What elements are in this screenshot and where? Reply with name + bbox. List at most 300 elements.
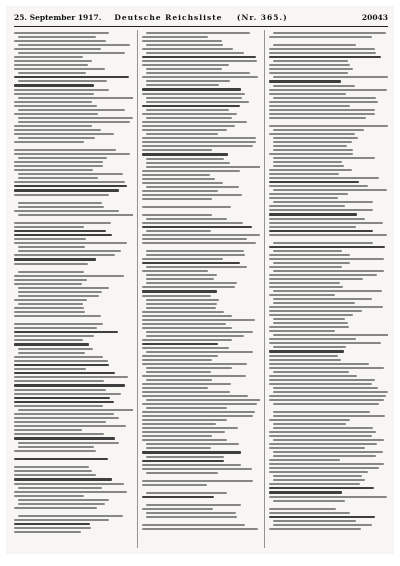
text-line [269,48,375,50]
text-line [14,181,125,183]
text-line [269,431,375,433]
text-line [18,97,133,99]
text-line [273,346,346,348]
text-line [14,523,90,525]
text-line [14,263,88,265]
text-line [14,143,133,147]
text-line [269,266,341,268]
text-line [14,437,115,439]
text-line [18,206,104,208]
text-line [14,129,101,131]
text-line [142,464,241,466]
text-line [269,330,334,332]
text-line [269,109,374,111]
text-line [142,121,247,123]
text-line [18,177,98,179]
text-line [273,334,388,336]
text-line [142,125,235,127]
text-line [18,295,99,297]
text-line [273,403,379,405]
text-line [269,459,340,461]
text-line [269,405,388,409]
text-line [146,379,213,381]
text-line [18,287,109,289]
text-line [14,470,92,472]
text-line [146,335,244,337]
text-line [14,32,109,34]
text-line [146,218,228,220]
text-line [269,487,373,489]
text-line [18,303,83,305]
text-line [142,359,213,361]
text-line [14,335,94,337]
text-line [273,76,388,78]
text-line [273,391,388,393]
text-line [273,145,346,147]
text-line [269,342,381,344]
text-line [14,226,84,228]
text-line [269,282,339,284]
text-line [142,206,232,208]
text-line [269,383,371,385]
text-line [273,371,348,373]
text-line [269,310,362,312]
text-line [142,439,228,441]
text-line [14,161,103,163]
text-line [146,371,211,373]
text-line [269,258,383,260]
page-date: 25. September 1917. [14,13,102,22]
text-line [269,36,372,38]
text-line [269,278,363,280]
text-line [142,375,246,377]
text-line [14,238,86,240]
text-line [273,524,371,526]
text-line [14,105,97,107]
text-line [146,492,227,494]
text-line [18,446,94,448]
text-line [18,246,85,248]
text-line [273,270,383,272]
text-line [18,409,133,411]
text-line [14,56,83,58]
text-line [269,528,360,530]
text-line [14,384,125,386]
text-line [146,133,219,135]
text-line [142,178,216,180]
text-line [14,165,103,167]
text-line [269,483,359,485]
text-line [142,190,219,192]
text-line [269,185,368,187]
text-line [142,129,228,131]
text-line [14,76,129,78]
text-line [14,196,133,200]
text-line [146,80,230,82]
text-line [14,234,112,236]
text-line [146,117,232,119]
text-line [14,452,133,456]
text-line [142,411,256,413]
text-line [142,419,228,421]
text-line [273,500,345,502]
text-line [269,355,338,357]
text-line [18,348,93,350]
text-line [142,451,241,453]
text-line [142,327,232,329]
text-line [269,230,373,232]
text-line [142,270,208,272]
text-line [142,64,229,66]
text-line [18,442,119,444]
text-line [142,508,214,510]
text-line [142,290,217,292]
text-line [18,515,123,517]
text-line [269,119,388,123]
text-line [14,210,119,212]
text-line [273,387,377,389]
text-line [146,52,245,54]
text-line [273,149,353,151]
text-line [146,109,229,111]
text-line [146,254,245,256]
text-line [14,429,82,431]
text-line [269,197,338,199]
text-line [18,202,102,204]
text-line [142,460,224,462]
text-line [14,507,97,509]
text-line [269,68,352,70]
text-line [269,193,348,195]
text-line [142,319,255,321]
text-line [142,395,248,397]
text-line [146,158,224,160]
text-line [146,504,241,506]
text-line [273,129,363,131]
text-line [142,194,243,196]
text-line [146,44,224,46]
text-line [14,315,101,317]
text-line [14,101,92,103]
text-line [273,423,346,425]
text-line [18,44,130,46]
text-line [273,322,348,324]
text-line [146,512,237,514]
text-line [142,391,230,393]
text-line [18,271,84,273]
text-line [14,368,86,370]
text-line [269,213,356,215]
text-line [269,326,349,328]
text-line [269,306,382,308]
text-line [269,338,356,340]
text-line [142,226,253,228]
text-line [273,298,371,300]
text-line [14,405,103,407]
text-line [14,283,82,285]
text-line [142,423,216,425]
text-line [14,531,81,533]
text-line [142,496,214,498]
text-line [18,157,107,159]
text-line [14,343,89,345]
text-line [18,499,109,501]
text-line [146,367,233,369]
text-line [273,85,355,87]
text-line [142,295,212,297]
text-line [269,274,377,276]
text-line [146,230,211,232]
text-line [18,72,86,74]
text-line [146,407,227,409]
text-line [14,356,103,358]
text-line [146,72,250,74]
text-line [273,137,358,139]
text-line [14,60,92,62]
text-line [269,218,365,220]
text-line [269,64,350,66]
text-line [142,40,222,42]
text-line [142,242,256,244]
text-line [146,443,239,445]
text-line [14,125,92,127]
text-line [14,413,114,415]
text-line [14,68,105,70]
text-line [269,395,386,397]
text-line [269,516,374,518]
text-line [142,149,212,151]
text-line [18,117,133,119]
text-line [146,266,248,268]
text-line [146,32,250,34]
text-line [142,474,261,478]
text-line [142,403,257,405]
text-line [14,194,109,196]
text-line [142,208,261,212]
text-line [142,170,240,172]
text-line [14,133,114,135]
text-line [146,303,217,305]
text-line [146,186,239,188]
text-line [273,520,355,522]
text-line [269,350,344,352]
text-line [14,141,84,143]
text-line [142,427,238,429]
text-line [142,238,247,240]
text-line [269,205,345,207]
text-line [146,331,253,333]
text-line [18,214,133,216]
issue-number: (Nr. 365.) [236,13,288,22]
text-line [273,97,376,99]
text-line [269,246,385,248]
text-line [269,38,388,42]
header-rule [14,26,388,27]
text-line [142,347,230,349]
text-line [269,379,375,381]
text-line [269,443,377,445]
text-line [269,80,340,82]
text-line [273,44,356,46]
text-line [142,234,260,236]
text-line [269,236,388,240]
text-line [142,498,261,502]
text-line [142,486,261,490]
text-line [146,162,230,164]
text-line [14,307,84,309]
text-line [14,421,106,423]
text-line [14,376,128,378]
text-line [269,471,368,473]
text-line [14,401,114,403]
text-line [14,258,96,260]
text-line [142,244,261,248]
text-line [14,509,133,513]
text-line [269,125,387,127]
text-line [14,317,133,321]
text-line [14,339,83,341]
text-line [146,456,224,458]
text-line [18,487,102,489]
text-line [146,250,244,252]
text-line [269,367,383,369]
text-line [14,230,106,232]
text-line [14,311,85,313]
text-line [14,527,91,529]
text-line [142,480,254,482]
text-line [142,339,232,341]
text-line [269,375,356,377]
text-line [273,201,372,203]
text-columns [14,30,388,548]
text-line [146,399,261,401]
text-line [14,483,124,485]
text-line [142,198,212,200]
text-line [269,254,349,256]
text-line [142,518,261,522]
text-line [14,113,98,115]
text-line [14,169,93,171]
text-line [273,427,373,429]
text-line [269,153,352,155]
text-line [142,343,218,345]
text-line [269,363,369,365]
text-line [14,425,126,427]
text-line [146,274,218,276]
text-line [142,174,210,176]
text-line [14,89,109,91]
text-line [142,141,257,143]
text-line [142,524,245,526]
text-line [269,89,387,91]
page-header [14,12,388,24]
text-line [142,153,229,155]
text-line [14,327,97,329]
text-line [269,502,388,506]
text-line [269,56,380,58]
text-line [269,463,384,465]
text-line [142,262,240,264]
text-line [14,323,103,325]
text-line [269,113,374,115]
text-line [273,415,384,417]
text-line [14,372,115,374]
scanned-document-page [6,6,394,554]
text-line [146,299,219,301]
text-line [146,282,238,284]
text-line [269,117,366,119]
text-line [142,93,245,95]
text-line [14,254,115,256]
text-line [146,516,238,518]
text-line [14,84,94,86]
text-line [18,52,125,54]
text-line [14,265,133,269]
text-line [142,286,235,288]
text-line [14,216,133,220]
text-line [142,88,241,90]
text-line [14,189,119,191]
text-line [14,48,101,50]
text-line [142,355,218,357]
text-line [142,113,238,115]
text-line [142,323,226,325]
text-line [269,72,348,74]
text-line [273,157,375,159]
text-line [14,491,127,493]
text-line [146,278,214,280]
text-line [269,467,378,469]
text-line [14,519,109,521]
text-line [273,141,351,143]
text-line [273,439,384,441]
text-line [142,528,258,530]
page-number: 20043 [361,13,388,22]
text-line [14,417,119,419]
text-line [269,294,334,296]
text-line [14,242,127,244]
text-line [142,76,259,78]
text-line [18,36,96,38]
text-line [142,468,252,470]
text-line [273,455,376,457]
text-line [142,431,226,433]
text-line [142,484,208,486]
text-line [14,299,87,301]
text-line [273,302,355,304]
text-line [269,286,343,288]
text-line [14,450,96,452]
text-line [146,68,223,70]
text-line [273,165,343,167]
text-line [14,331,118,333]
text-line [142,363,248,365]
text-line [273,290,382,292]
text-line [269,177,379,179]
text-line [273,32,385,34]
text-line [14,466,89,468]
text-line [269,234,387,236]
text-line [269,181,358,183]
text-line [269,399,384,401]
text-line [269,133,354,135]
text-line [273,262,350,264]
text-line [269,314,353,316]
text-line [142,222,243,224]
text-line [18,352,85,354]
column-separator [264,30,265,548]
text-line [269,491,342,493]
